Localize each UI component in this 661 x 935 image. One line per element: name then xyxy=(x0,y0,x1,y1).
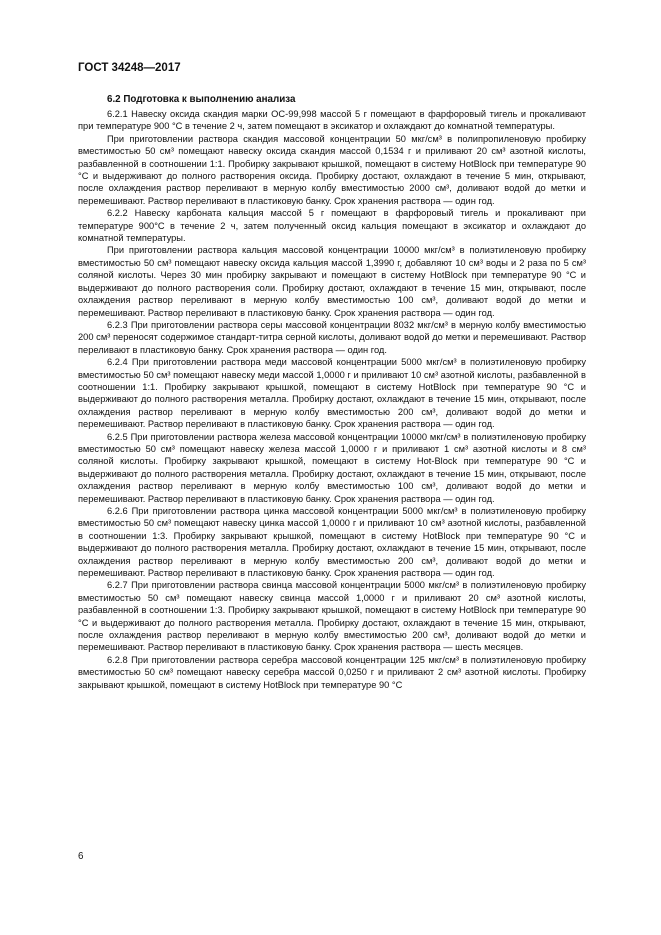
paragraph-6-2-7: 6.2.7 При приготовлении раствора свинца массовой концентрации 5000 мкг/см³ в полиэтиленовую пробирку вместимостью 50 см³ помещают навеску свинца массой 1,0000 г и приливают 20 см³ азотной кислоты, разбавленной в соотношении 1:3. Пробирку закрывают крышкой, помещают в систему HotBlock при температуре 90 °С и выдерживают до полного растворения металла. Пробирку достают, охлаждают в течение 15 мин, открывают, после охлаждения раствор переливают в мерную колбу вместимостью 200 см³, доливают водой до метки и перемешивают. Раствор переливают в пластиковую банку. Срок хранения раствора — шесть месяцев. xyxy=(78,580,586,653)
paragraph-6-2-8: 6.2.8 При приготовлении раствора серебра массовой концентрации 125 мкг/см³ в полиэтиленовую пробирку вместимостью 50 см³ помещают навеску серебра массой 0,0250 г и приливают 2 см³ азотной кислоты. Пробирку закрывают крышкой, помещают в систему HotBlock при температуре 90 °С xyxy=(78,654,586,690)
paragraph-6-2-5: 6.2.5 При приготовлении раствора железа массовой концентрации 10000 мкг/см³ в полиэтиленовую пробирку вместимостью 50 см³ помещают навеску железа массой 1,0000 г и приливают 1 см³ азотной кислоты и 8 см³ соляной кислоты. Пробирку закрывают крышкой, помещают в систему Hot-Block при температуре 90 °С и выдерживают до полного растворения металла. Пробирку достают, охлаждают в течение 15 мин, открывают, после охлаждения раствор переливают в мерную колбу вместимостью 100 см³, доливают водой до метки и перемешивают. Раствор переливают в пластиковую банку. Срок хранения раствора — один год. xyxy=(78,431,586,504)
paragraph-6-2-4: 6.2.4 При приготовлении раствора меди массовой концентрации 5000 мкг/см³ в полиэтиленовую пробирку вместимостью 50 см³ помещают навеску меди массой 1,0000 г и приливают 10 см³ азотной кислоты, разбавленной в соотношении 1:1. Пробирку закрывают крышкой, помещают в систему HotBlock при температуре 90 °С и выдерживают до полного растворения металла. Пробирку достают, охлаждают в течение 15 мин, открывают, после охлаждения раствор переливают в мерную колбу вместимостью 200 см³, доливают водой до метки и перемешивают. Раствор переливают в пластиковую банку. Срок хранения раствора — один год. xyxy=(78,357,586,430)
paragraph-6-2-3: 6.2.3 При приготовлении раствора серы массовой концентрации 8032 мкг/см³ в мерную колбу вместимостью 200 см³ переносят содержимое стандарт-титра серной кислоты, доливают водой до метки и перемешивают. Раствор переливают в пластиковую банку. Срок хранения раствора — один год. xyxy=(78,319,586,355)
section-title: 6.2 Подготовка к выполнению анализа xyxy=(107,94,296,105)
paragraph-6-2-6: 6.2.6 При приготовлении раствора цинка массовой концентрации 5000 мкг/см³ в полиэтиленовую пробирку вместимостью 50 см³ помещают навеску цинка массой 1,0000 г и приливают 10 см³ азотной кислоты, разбавленной в соотношении 1:3. Пробирку закрывают крышкой, помещают в систему HotBlock при температуре 90 °С и выдерживают до полного растворения металла. Пробирку достают, охлаждают в течение 15 мин, открывают, после охлаждения раствор переливают в мерную колбу вместимостью 200 см³, доливают водой до метки и перемешивают. Раствор переливают в пластиковую банку. Срок хранения раствора — один год. xyxy=(78,506,586,579)
paragraph-scandium-solution: При приготовлении раствора скандия массовой концентрации 50 мкг/см³ в полипропиленовую пробирку вместимостью 50 см³ помещают навеску оксида скандия массой 0,1534 г и приливают 20 см³ азотной кислоты, разбавленной в соотношении 1:1. Пробирку закрывают крышкой, помещают в систему HotBlock при температуре 90 °С и выдерживают до полного растворения оксида. Пробирку достают, охлаждают в течение 5 мин, открывают, после охлаждения раствор переливают в мерную колбу вместимостью 2000 см³, доливают водой до метки и перемешивают. Раствор переливают в пластиковую банку. Срок хранения раствора — один год. xyxy=(78,133,586,206)
document-header: ГОСТ 34248—2017 xyxy=(78,62,181,74)
paragraph-calcium-solution: При приготовлении раствора кальция массовой концентрации 10000 мкг/см³ в полиэтиленовую пробирку вместимостью 50 см³ помещают навеску оксида кальция массой 1,3990 г, добавляют 10 см³ воды и 2 раза по 5 см³ соляной кислоты. Через 30 мин пробирку закрывают и помещают в систему HotBlock при температуре 90 °С и выдерживают до полного растворения соли. Пробирку достают, охлаждают в течение 15 мин, открывают, после охлаждения раствор переливают в мерную колбу вместимостью 100 см³, доливают водой до метки и перемешивают. Раствор переливают в пластиковую банку. Срок хранения раствора — один год. xyxy=(78,245,586,318)
document-body xyxy=(78,94,586,691)
paragraph-6-2-1: 6.2.1 Навеску оксида скандия марки ОС-99,998 массой 5 г помещают в фарфоровый тигель и прокаливают при температуре 900 °С в течение 2 ч, затем помещают в эксикатор и охлаждают до комнатной температуры. xyxy=(78,109,586,132)
paragraph-6-2-2: 6.2.2 Навеску карбоната кальция массой 5 г помещают в фарфоровый тигель и прокаливают при температуре 900°С в течение 2 ч, затем полученный оксид кальция помещают в эксикатор и охлаждают до комнатной температуры. xyxy=(78,208,586,244)
page-number: 6 xyxy=(78,851,84,862)
